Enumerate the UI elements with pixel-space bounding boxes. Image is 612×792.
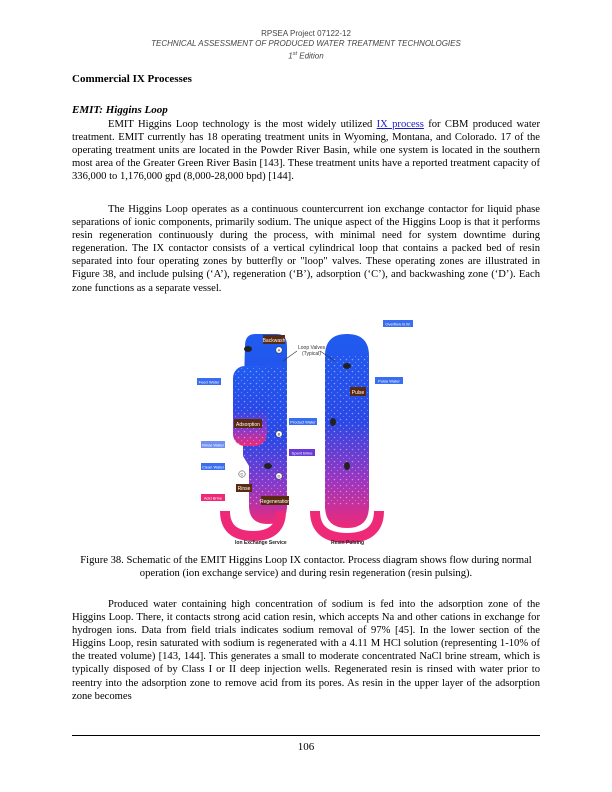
product-water-label: Product Water (290, 419, 316, 425)
header-edition (0, 49, 612, 62)
zone-letter-b: B (277, 431, 281, 437)
overflow-label: Overflow B.W. (385, 321, 411, 327)
adsorption-label: Adsorption (236, 422, 260, 428)
loop-valves-label-1: Loop Valves (298, 345, 326, 351)
pulse-label: Pulse (351, 390, 365, 396)
edition-number: 1 (288, 51, 293, 61)
ix-process-link[interactable]: IX process (376, 119, 424, 130)
edition-word: Edition (297, 51, 324, 61)
section-title: Commercial IX Processes (72, 73, 192, 85)
loop-valves-label-2: (Typical) (302, 351, 321, 357)
spent-brine-label: Spent Brine (291, 450, 313, 456)
paragraph-2: The Higgins Loop operates as a continuous countercurrent ion exchange contactor for liquid phase separations of ionic components, primarily sodium. The unique aspect of the Higgins Loop is that it performs resin regeneration continuously during the process, with minimal need for system downtime during regeneration. The IX contactor consists of a vertical cylindrical loop that contains a packed bed of resin separated into four operating zones by butterfly or "loop" valves. These operating zones are illustrated in Figure 38, and include pulsing (‘A’), regeneration (‘B’), adsorption (‘C’), and backwashing zone (‘D’). Each zone functions as a separate vessel. (72, 204, 540, 294)
ion-exchange-service-label: Ion Exchange Service (235, 540, 287, 546)
rinse-label: Rinse (237, 486, 251, 492)
acid-brine-label: Acid Brine (203, 495, 223, 501)
rinse-water-label: Rinse Water (202, 442, 224, 448)
pulse-water-label: Pulse Water (378, 378, 400, 384)
resin-pulsing-label: Resin Pulsing (331, 540, 365, 546)
clean-water-label: Clean Water (201, 464, 225, 470)
subsection-title: EMIT: Higgins Loop (72, 104, 168, 116)
zone-letter-c: C (240, 471, 244, 477)
para1-text-a: EMIT Higgins Loop technology is the most widely utilized (108, 119, 377, 130)
higgins-loop-figure (195, 316, 417, 546)
paragraph-1 (72, 118, 540, 183)
header-project: RPSEA Project 07122-12 (261, 29, 351, 38)
figure-caption: Figure 38. Schematic of the EMIT Higgins Loop IX contactor. Process diagram shows flow during normal operation (ion exchange service) and during resin regeneration (resin pulsing). (80, 555, 532, 580)
edition-superscript: st (292, 51, 298, 57)
header-title: TECHNICAL ASSESSMENT OF PRODUCED WATER TREATMENT TECHNOLOGIES (151, 39, 461, 48)
feed-water-label: Feed Water (198, 379, 220, 385)
backwash-label: Backwash (262, 338, 286, 344)
zone-letter-d: D (277, 473, 281, 479)
zone-letter-a: A (277, 347, 281, 353)
footer-rule (72, 735, 540, 736)
paragraph-3: Produced water containing high concentration of sodium is fed into the adsorption zone of the Higgins Loop. There, it contacts strong acid cation resin, which accepts Na and other cations in exchange for hydrogen ions. Data from field trials indicates sodium removal of 97% [45]. In the lower section of the Higgins Loop, resin saturated with sodium is regenerated with a 4.11 M HCl solution (representing 1-10% of the treated volume) [143, 144]. This generates a small to moderate concentrated NaCl brine stream, which is typically disposed of by Class I or II deep injection wells. Regenerated resin is rinsed with water prior to reentry into the adsorption zone to remove acid from its pores. As resin in the upper layer of the adsorption zone becomes (72, 599, 540, 702)
regeneration-label: Regeneration (259, 499, 291, 505)
para1-text-b: for CBM produced water treatment. EMIT currently has 18 operating treatment units in Wyoming, Montana, and Colorado. 17 of the operating treatment units are located in the Powder River Basin, while one system is located in the southern most area of the Greater Green River Basin [143]. These treatment units have a reported treatment capacity of 336,000 to 1,176,000 gpd (8,000-28,000 bpd) [144]. (72, 119, 540, 183)
page-number: 106 (297, 741, 315, 753)
